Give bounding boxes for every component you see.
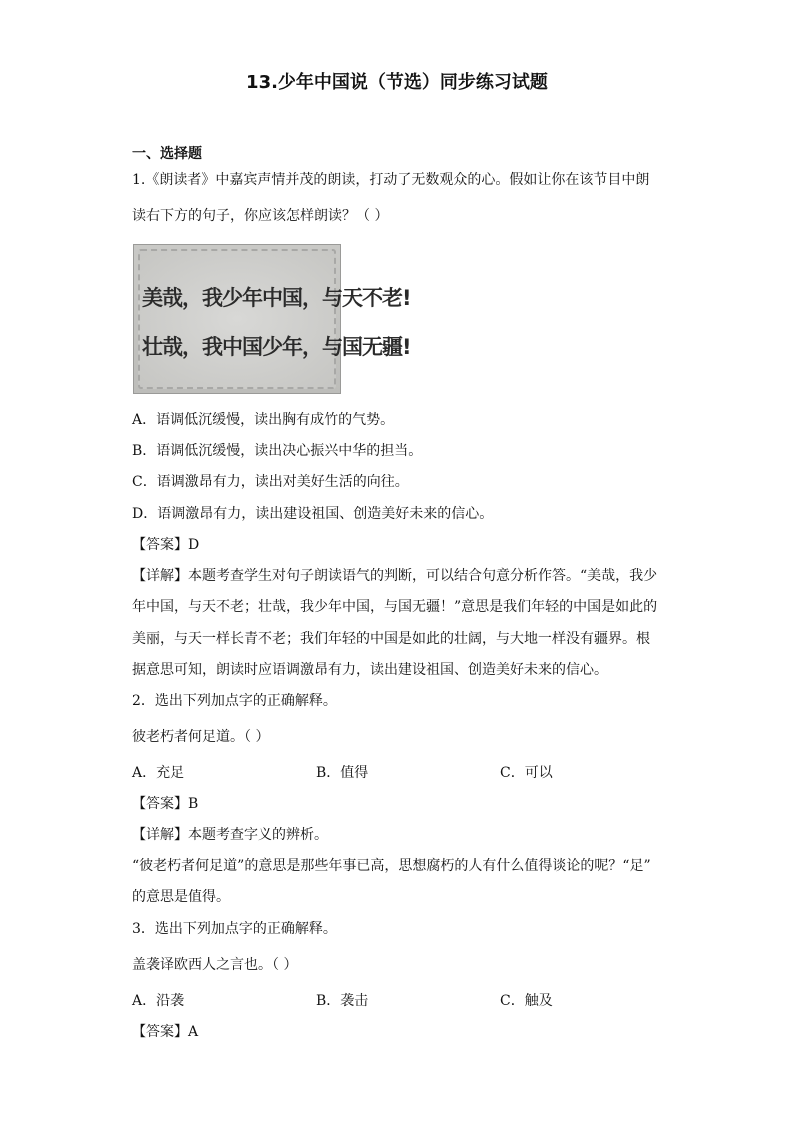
q2-sentence: 彼老朽者何足道。（ ） — [132, 729, 270, 745]
q1-image-text-line-1: 美哉，我少年中国，与天不老! — [142, 286, 411, 310]
q2-stem: 2．选出下列加点字的正确解释。 — [132, 693, 337, 709]
q1-stem-line-1: 1.《朗读者》中嘉宾声情并茂的朗读，打动了无数观众的心。假如让你在该节目中朗 — [132, 172, 650, 188]
q1-option-c: C．语调激昂有力，读出对美好生活的向往。 — [132, 474, 409, 490]
q2-detail-line-1: 【详解】本题考查字义的辨析。 — [132, 827, 328, 843]
q1-option-b: B．语调低沉缓慢，读出决心振兴中华的担当。 — [132, 443, 423, 459]
q2-answer: 【答案】B — [132, 796, 199, 812]
q3-sentence: 盖袭译欧西人之言也。（ ） — [132, 957, 298, 973]
q1-option-d: D．语调激昂有力，读出建设祖国、创造美好未来的信心。 — [132, 506, 494, 522]
q3-answer: 【答案】A — [132, 1024, 199, 1040]
q2-option-a: A．充足 — [132, 765, 185, 781]
q2-option-c: C．可以 — [500, 765, 553, 781]
section-heading: 一、选择题 — [132, 146, 202, 162]
q2-detail-line-3: 的意思是值得。 — [132, 889, 230, 905]
q2-option-b: B．值得 — [316, 765, 369, 781]
q3-option-b: B．袭击 — [316, 993, 369, 1009]
q2-detail-line-2: “彼老朽者何足道”的意思是那些年事已高，思想腐朽的人有什么值得谈论的呢？“足” — [132, 858, 651, 874]
q1-calligraphy-image — [133, 244, 411, 394]
q1-detail-line-4: 据意思可知，朗读时应语调激昂有力，读出建设祖国、创造美好未来的信心。 — [132, 662, 608, 678]
q3-option-c: C．触及 — [500, 993, 553, 1009]
q1-image-frame — [138, 249, 411, 389]
q3-stem: 3．选出下列加点字的正确解释。 — [132, 921, 337, 937]
q1-option-a: A．语调低沉缓慢，读出胸有成竹的气势。 — [132, 412, 395, 428]
q1-detail-line-3: 美丽，与天一样长青不老；我们年轻的中国是如此的壮阔，与大地一样没有疆界。根 — [132, 631, 650, 647]
q1-detail-line-2: 年中国，与天不老；壮哉，我少年中国，与国无疆！”意思是我们年轻的中国是如此的 — [132, 599, 658, 615]
q1-detail-line-1: 【详解】本题考查学生对句子朗读语气的判断，可以结合句意分析作答。“美哉，我少 — [132, 568, 658, 584]
q1-answer: 【答案】D — [132, 537, 200, 553]
q1-stem-line-2: 读右下方的句子，你应该怎样朗读？（ ） — [132, 208, 389, 224]
page-title: 13.少年中国说（节选）同步练习试题 — [246, 72, 548, 93]
q3-option-a: A．沿袭 — [132, 993, 185, 1009]
q1-image-text-line-2: 壮哉，我中国少年，与国无疆! — [142, 335, 411, 359]
